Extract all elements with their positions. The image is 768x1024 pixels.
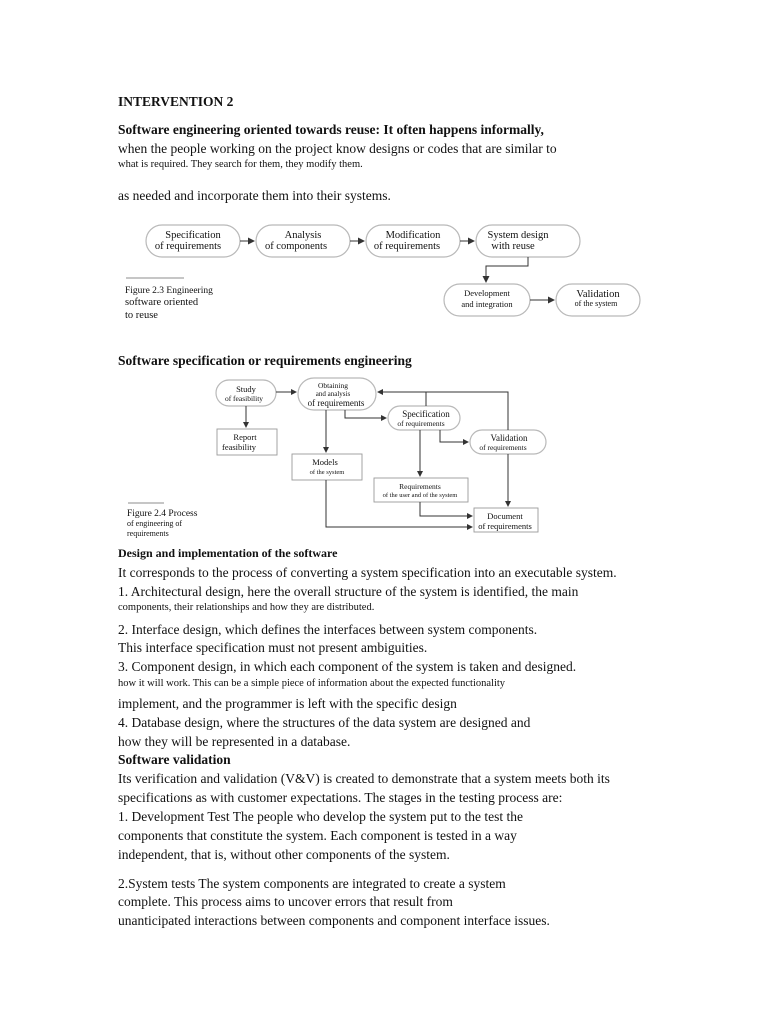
design-line-6: 3. Component design, in which each component of the system is taken and designed.: [118, 659, 577, 674]
validation-line-2: specifications as with customer expectations. The stages in the testing process are:: [118, 790, 563, 805]
node-development-integration: [444, 284, 530, 316]
node-modification-requirements: [366, 225, 460, 257]
svg-text:of requirements: of requirements: [307, 398, 365, 408]
node-system-design-reuse: [476, 225, 580, 257]
figure1-caption-3: to reuse: [125, 310, 158, 321]
validation-line-6: 2.System tests The system components are integrated to create a system: [118, 876, 506, 891]
svg-text:of the system: of the system: [309, 469, 345, 476]
design-line-8: implement, and the programmer is left with the specific design: [118, 696, 457, 711]
node-label: Analysis: [284, 230, 322, 241]
svg-text:Document: Document: [487, 511, 523, 521]
figure1-caption-1: Figure 2.3 Engineering: [125, 286, 213, 296]
validation-line-3: 1. Development Test The people who develop the system put to the test the: [118, 809, 523, 824]
svg-text:Validation: Validation: [490, 433, 528, 443]
svg-text:Requirements: Requirements: [399, 482, 441, 491]
reuse-title: Software engineering oriented towards reuse: It often happens informally,: [118, 122, 544, 137]
svg-text:of the user and of the system: of the user and of the system: [382, 492, 458, 499]
design-line-10: how they will be represented in a database.: [118, 734, 351, 749]
node-label: of requirements: [373, 241, 441, 252]
design-line-3: components, their relationships and how they are distributed.: [118, 602, 375, 613]
node-obtaining-requirements: [298, 378, 376, 410]
svg-text:feasibility: feasibility: [222, 442, 256, 452]
arrow: [486, 257, 528, 282]
validation-line-5: independent, that is, without other components of the system.: [118, 847, 450, 862]
validation-line-1: Its verification and validation (V&V) is created to demonstrate that a system meets both its: [118, 771, 610, 786]
node-label: and integration: [461, 299, 513, 309]
svg-text:of feasibility: of feasibility: [224, 394, 264, 403]
figure2-caption-3: requirements: [127, 529, 169, 538]
requirements-engineering-diagram: [0, 372, 768, 542]
figure1-caption-2: software oriented: [125, 297, 199, 308]
node-models-system: [292, 454, 362, 480]
node-validation-requirements: [470, 430, 546, 454]
document-heading: INTERVENTION 2: [118, 94, 234, 109]
reuse-line-2: what is required. They search for them, they modify them.: [118, 159, 363, 170]
node-validation-system: [556, 284, 640, 316]
design-line-1: It corresponds to the process of converting a system specification into an executable system.: [118, 565, 617, 580]
figure2-caption-1: Figure 2.4 Process: [127, 509, 198, 519]
node-user-system-requirements: [374, 478, 468, 502]
design-title: Design and implementation of the software: [118, 546, 338, 560]
node-label: with reuse: [491, 241, 535, 252]
svg-text:Specification: Specification: [402, 409, 450, 419]
figure2-caption-2: of engineering of: [127, 519, 183, 528]
svg-text:of requirements: of requirements: [478, 521, 532, 531]
arrow: [345, 410, 386, 418]
node-label: of the system: [574, 299, 618, 308]
svg-text:Study: Study: [236, 384, 256, 394]
reuse-line-1: when the people working on the project know designs or codes that are similar to: [118, 141, 557, 156]
design-line-9: 4. Database design, where the structures of the data system are designed and: [118, 715, 531, 730]
node-label: of requirements: [154, 241, 222, 252]
arrow: [378, 392, 426, 406]
node-analysis-components: [256, 225, 350, 257]
node-label: System design: [487, 230, 549, 241]
design-line-5: This interface specification must not present ambiguities.: [118, 640, 428, 655]
reuse-line-3: as needed and incorporate them into their systems.: [118, 188, 391, 203]
validation-line-7: complete. This process aims to uncover errors that result from: [118, 894, 453, 909]
node-study-feasibility: [216, 380, 276, 406]
svg-text:of requirements: of requirements: [397, 419, 445, 428]
design-line-4: 2. Interface design, which defines the interfaces between system components.: [118, 622, 538, 637]
node-specification-requirements: [146, 225, 240, 257]
section2-title: Software specification or requirements engineering: [118, 353, 412, 368]
design-line-2: 1. Architectural design, here the overall structure of the system is identified, the main: [118, 584, 579, 599]
node-specification-requirements: [388, 406, 460, 430]
validation-title: Software validation: [118, 752, 231, 767]
node-report-feasibility: [217, 429, 277, 455]
svg-text:Report: Report: [233, 432, 257, 442]
reuse-process-diagram: [0, 215, 768, 330]
node-label: Validation: [576, 289, 620, 300]
node-label: Specification: [165, 230, 221, 241]
node-label: Modification: [385, 230, 441, 241]
node-label: Development: [464, 288, 510, 298]
arrow: [420, 502, 472, 516]
arrow: [440, 430, 468, 442]
validation-line-8: unanticipated interactions between components and component interface issues.: [118, 913, 550, 928]
design-line-7: how it will work. This can be a simple piece of information about the expected functionality: [118, 678, 506, 689]
validation-line-4: components that constitute the system. Each component is tested in a way: [118, 828, 517, 843]
svg-text:of requirements: of requirements: [479, 443, 527, 452]
node-label: of components: [264, 241, 328, 252]
svg-text:and analysis: and analysis: [315, 390, 351, 398]
svg-text:Models: Models: [312, 457, 338, 467]
svg-text:Obtaining: Obtaining: [318, 381, 348, 390]
node-requirements-document: [474, 508, 538, 532]
